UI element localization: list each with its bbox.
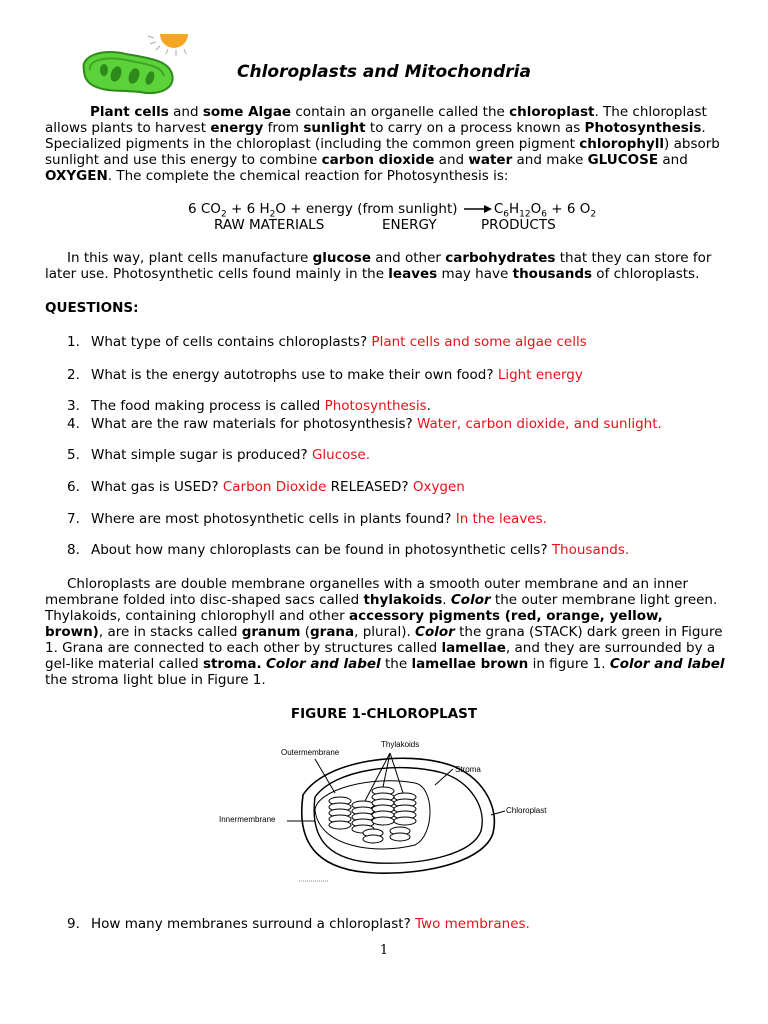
granum-6 bbox=[390, 827, 410, 841]
glucose-paragraph: In this way, plant cells manufacture glucose and other carbohydrates that they can store for later use. Photosynthetic cells found mainly in the leaves may have thousands of chloroplasts. bbox=[45, 250, 712, 282]
answer-text-2: Oxygen bbox=[412, 479, 465, 495]
page-number: 1 bbox=[379, 943, 389, 958]
question-4: 4. What are the raw materials for photosynthesis? Water, carbon dioxide, and sunlight. bbox=[67, 416, 662, 432]
sun-icon bbox=[148, 34, 188, 56]
answer-text: Photosynthesis bbox=[324, 398, 427, 414]
label-thylakoids: Thylakoids bbox=[381, 740, 420, 749]
label-products: PRODUCTS bbox=[481, 217, 556, 233]
granum-2 bbox=[352, 801, 374, 833]
intro-paragraph: Plant cells and some Algae contain an organelle called the chloroplast. The chloroplast allows plants to harvest energy from sunlight to carry on a process known as Photosynthesis. Specialized pigments in the chloroplast (including the common green pigment chlorophyll) absorb sunlight and use this energy to combine carbon dioxide and water and make GLUCOSE and OXYGEN. The complete the chemical reaction for Photosynthesis is: bbox=[45, 104, 720, 184]
reaction-arrow-icon bbox=[464, 204, 492, 214]
photosynthesis-equation: 6 $CO_2 + 6$ $H_2O$ + energy (from sunlight) $C_6H_{12}O_6 + 6$ $O_2$ bbox=[188, 201, 597, 220]
answer-text: Carbon Dioxide bbox=[222, 479, 327, 495]
page-title: Chloroplasts and Mitochondria bbox=[237, 62, 531, 82]
answer-text: Plant cells and some algae cells bbox=[371, 334, 587, 350]
label-stroma: Stroma bbox=[455, 765, 481, 774]
question-2: 2. What is the energy autotrophs use to make their own food? Light energy bbox=[67, 367, 583, 383]
question-8: 8. About how many chloroplasts can be found in photosynthetic cells? Thousands. bbox=[67, 542, 630, 558]
question-1: 1. What type of cells contains chloroplasts? Plant cells and some algae cells bbox=[67, 334, 587, 350]
granum-3 bbox=[372, 787, 394, 825]
label-chloroplast: Chloroplast bbox=[506, 806, 547, 815]
label-raw-materials: RAW MATERIALS bbox=[214, 217, 325, 233]
granum-1 bbox=[329, 797, 351, 829]
chloroplast-structure-paragraph: Chloroplasts are double membrane organelles with a smooth outer membrane and an inner membrane folded into disc-shaped sacs called thylakoids. Color the outer membrane light green. Thylakoids, containing chlorophyll and other accessory pigments (red, orange, yellow, brown), are in stacks called granum (grana, plural). Color the grana (STACK) dark green in Figure 1. Grana are connected to each other by structures called lamellae, and they are surrounded by a gel-like material called stroma. Color and label the lamellae brown in figure 1. Color and label the stroma light blue in Figure 1. bbox=[45, 576, 725, 688]
question-7: 7. Where are most photosynthetic cells in plants found? In the leaves. bbox=[67, 511, 547, 527]
answer-text: Two membranes. bbox=[415, 916, 530, 932]
questions-heading: QUESTIONS: bbox=[45, 300, 139, 316]
chloroplast-diagram bbox=[215, 735, 560, 885]
figure-title: FIGURE 1-CHLOROPLAST bbox=[290, 706, 478, 722]
answer-text: Water, carbon dioxide, and sunlight. bbox=[416, 416, 662, 432]
question-5: 5. What simple sugar is produced? Glucose. bbox=[67, 447, 371, 463]
answer-text: Thousands. bbox=[551, 542, 630, 558]
label-outer-membrane: Outermembrane bbox=[281, 748, 340, 757]
question-3: 3. The food making process is called Photosynthesis. bbox=[67, 398, 431, 414]
granum-5 bbox=[363, 829, 383, 843]
answer-text: Glucose. bbox=[311, 447, 371, 463]
label-inner-membrane: Innermembrane bbox=[219, 815, 276, 824]
answer-text: In the leaves. bbox=[455, 511, 547, 527]
label-energy: ENERGY bbox=[382, 217, 437, 233]
question-9: 9. How many membranes surround a chloroplast? Two membranes. bbox=[67, 916, 530, 932]
answer-text: Light energy bbox=[497, 367, 583, 383]
granum-4 bbox=[394, 793, 416, 825]
question-6: 6. What gas is USED? Carbon Dioxide RELEASED? Oxygen bbox=[67, 479, 465, 495]
